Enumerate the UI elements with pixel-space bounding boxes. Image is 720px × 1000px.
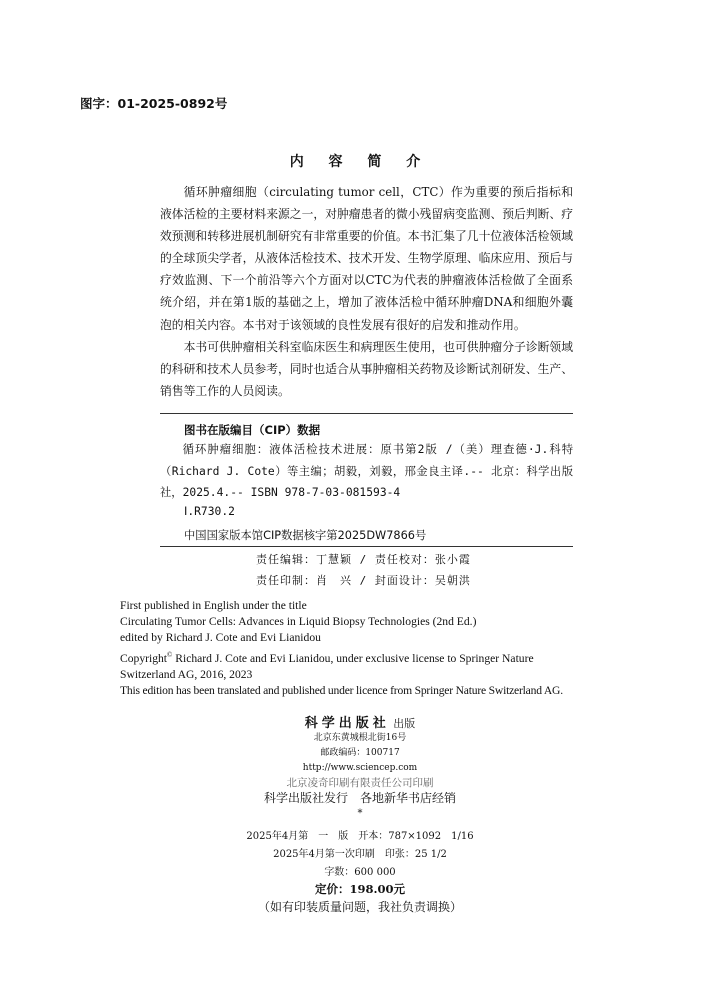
copyright-word: Copyright: [120, 651, 168, 665]
printer: 北京凌奇印刷有限责任公司印刷: [286, 777, 434, 789]
word-count: 字数：600 000: [324, 867, 396, 878]
publisher-suffix: 出版: [389, 717, 416, 730]
copyright-line-2: Switzerland AG, 2016, 2023: [120, 667, 253, 681]
distribution: 科学出版社发行 各地新华书店经销: [263, 791, 456, 805]
price: 定价：198.00元: [314, 882, 405, 896]
printing-info: 2025年4月第一次印刷 印张：25 1/2: [273, 849, 447, 860]
publisher-block: [0, 716, 720, 915]
copyright-symbol: ©: [167, 650, 173, 659]
summary-text: [160, 181, 573, 402]
registration-number: 图字：01-2025-0892号: [80, 96, 228, 111]
cip-record: 循环肿瘤细胞：液体活检技术进展：原书第2版 /（美）理查德·J.科特（Richard J. Cote）等主编；胡毅，刘毅，邢金良主译.-- 北京：科学出版社，2025.4.-- ISBN 978-7-03-081593-4: [160, 443, 573, 499]
copyright-line: [120, 647, 615, 667]
publisher-postcode: 邮政编码：100717: [320, 748, 400, 758]
cip-bottom-divider: [160, 546, 573, 547]
cip-top-divider: [160, 413, 573, 414]
staff-print-design: 责任印制：肖 兴 / 封面设计：吴朝洪: [256, 574, 471, 587]
copyright-holders: Richard J. Cote and Evi Lianidou, under exclusive license to Springer Nature: [172, 651, 534, 665]
english-rights-block: [120, 598, 615, 699]
publisher-website: http://www.sciencep.com: [302, 763, 418, 773]
publisher-line: [0, 716, 720, 731]
summary-paragraph-2: 本书可供肿瘤相关科室临床医生和病理医生使用，也可供肿瘤分子诊断领域的科研和技术人员参考，同时也适合从事肿瘤相关药物及诊断试剂研发、生产、销售等工作的人员阅读。: [160, 339, 573, 398]
edited-by-line: edited by Richard J. Cote and Evi Lianidou: [120, 631, 321, 645]
publisher-address: 北京东黄城根北街16号: [313, 733, 407, 743]
star-divider: *: [357, 808, 363, 819]
cip-number: 中国国家版本馆CIP数据核字第2025DW7866号: [184, 529, 427, 542]
cip-classification: Ⅰ.R730.2: [184, 505, 235, 518]
original-title-line: Circulating Tumor Cells: Advances in Liquid Biopsy Technologies (2nd Ed.): [120, 615, 477, 629]
staff-editors: 责任编辑：丁慧颖 / 责任校对：张小霞: [256, 553, 471, 566]
quality-note: （如有印装质量问题，我社负责调换）: [257, 900, 462, 914]
edition-info: 2025年4月第 一 版 开本：787×1092 1/16: [246, 831, 474, 842]
summary-title: 内 容 简 介: [289, 154, 431, 170]
cip-heading: 图书在版编目（CIP）数据: [184, 423, 321, 437]
license-line: This edition has been translated and published under licence from Springer Nature Switzerland AG.: [120, 683, 563, 697]
summary-paragraph-1: 循环肿瘤细胞（circulating tumor cell，CTC）作为重要的预后指标和液体活检的主要材料来源之一，对肿瘤患者的微小残留病变监测、预后判断、疗效预测和转移进展机制研究有非常重要的价值。本书汇集了几十位液体活检领域的全球顶尖学者，从液体活检技术、技术开发、生物学原理、临床应用、预后与疗效监测、下一个前沿等六个方面对以CTC为代表的肿瘤液体活检做了全面系统介绍，并在第1版的基础之上，增加了液体活检中循环肿瘤DNA和细胞外囊泡的相关内容。本书对于该领域的良性发展有很好的启发和推动作用。: [160, 185, 573, 332]
first-published-line: First published in English under the title: [120, 599, 307, 612]
publisher-name: 科学出版社: [304, 716, 390, 731]
